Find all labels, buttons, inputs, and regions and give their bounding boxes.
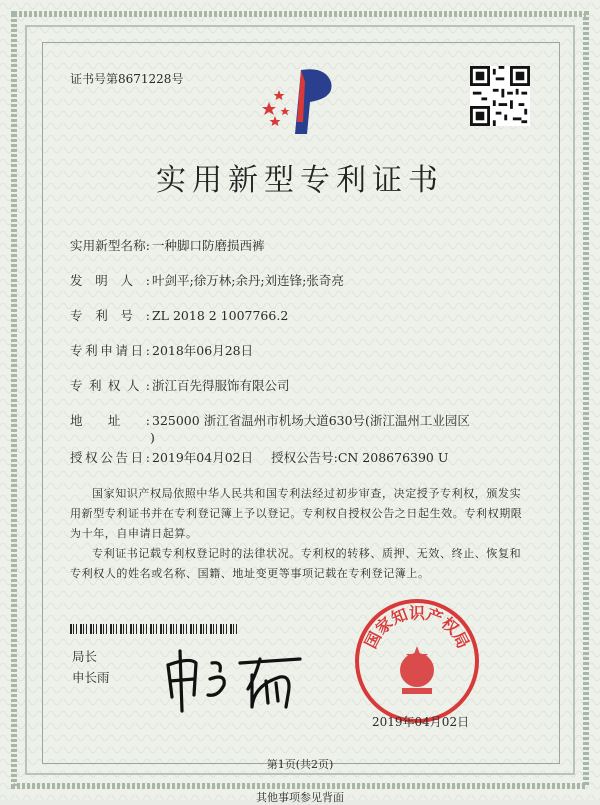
seal-text: 国家知识产权局 <box>360 603 474 652</box>
field-label: 授权公告号: <box>271 450 338 465</box>
field-value: 2019年04月02日 <box>152 450 254 465</box>
field-value: 叶剑平;徐万林;余丹;刘连锋;张奇亮 <box>152 273 344 288</box>
field-application-date <box>70 341 253 359</box>
seal-date: 2019年04月02日 <box>372 715 470 729</box>
qr-code-icon <box>470 66 530 126</box>
field-value: CN 208676390 U <box>337 450 449 465</box>
barcode-icon <box>70 624 240 634</box>
field-address <box>70 411 470 429</box>
footer-note: 其他事项参见背面 <box>256 791 344 804</box>
field-label: 专利号: <box>70 308 150 323</box>
certificate-number: 证书号第8671228号 <box>70 72 184 86</box>
svg-text:国家知识产权局 <box>361 604 473 652</box>
cnipa-logo-icon <box>255 62 345 142</box>
field-grant-date <box>70 448 448 466</box>
certificate-title: 实用新型专利证书 <box>156 163 444 198</box>
field-label: 实用新型名称: <box>70 238 150 253</box>
field-label: 专利权人: <box>70 378 150 393</box>
field-label: 发明人: <box>70 273 150 288</box>
page-number: 第1页(共2页) <box>266 758 334 771</box>
paragraph-legal-status: 专利证书记载专利权登记时的法律状况。专利权的转移、质押、无效、终止、恢复和专利权人的姓名或名称、国籍、地址变更等事项记载在专利登记簿上。 <box>70 547 522 580</box>
field-label: 专利申请日: <box>70 343 150 358</box>
paragraph-grant-decision: 国家知识产权局依照中华人民共和国专利法经过初步审查，决定授予专利权，颁发实用新型专利证书并在专利登记簿上予以登记。专利权自授权公告之日起生效。专利权期限为十年，自申请日起算。 <box>70 487 523 540</box>
official-seal-icon <box>352 596 482 726</box>
field-value: 浙江百先得服饰有限公司 <box>152 378 290 393</box>
field-value: 一种脚口防磨损西裤 <box>152 238 265 253</box>
field-address-continuation: ) <box>150 430 155 445</box>
signatory-name: 申长雨 <box>72 670 110 685</box>
field-patent-number <box>70 306 288 324</box>
field-value: 2018年06月28日 <box>152 343 254 358</box>
field-utility-model-name <box>70 236 265 254</box>
field-value: ZL 2018 2 1007766.2 <box>152 308 289 323</box>
signatory-role: 局长 <box>72 649 98 664</box>
field-inventors <box>70 271 344 289</box>
field-value: 325000 浙江省温州市机场大道630号(浙江温州工业园区 <box>152 413 470 428</box>
field-label: 地址: <box>70 413 150 428</box>
field-label: 授权公告日: <box>70 450 150 465</box>
director-signature <box>160 645 310 715</box>
field-patentee <box>70 376 290 394</box>
